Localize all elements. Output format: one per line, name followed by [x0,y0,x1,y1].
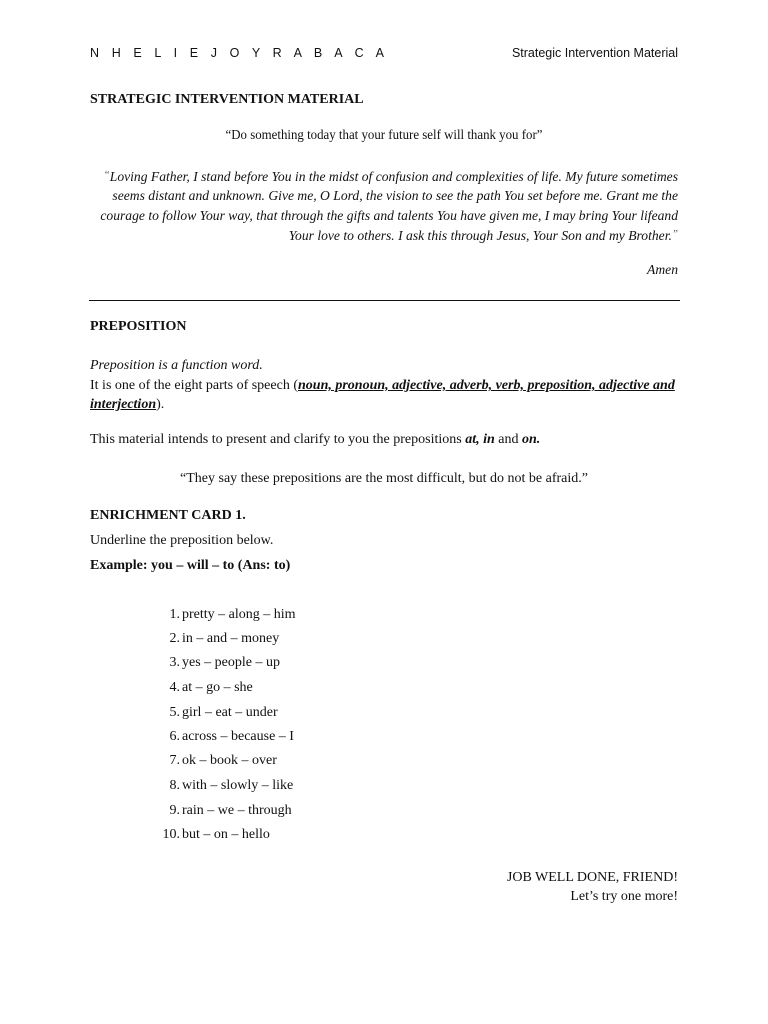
list-item-number: 10. [162,827,180,842]
list-item-text: ok – book – over [182,753,277,768]
intent-sentence [90,432,540,448]
preposition-heading: PREPOSITION [90,319,187,334]
list-item [150,753,277,769]
list-item-text: rain – we – through [182,803,292,818]
list-item-text: yes – people – up [182,655,280,670]
list-item-text: but – on – hello [182,827,270,842]
parts-suffix: ). [156,397,165,412]
list-item-number: 3. [169,655,180,670]
intent-prefix: This material intends to present and clarify to you the prepositions [90,432,466,447]
list-item-number: 4. [169,680,180,695]
prayer-open-quote: “ [103,169,110,181]
list-item [150,705,278,721]
header-title: Strategic Intervention Material [511,46,678,60]
list-item [150,680,253,696]
card-instruction: Underline the preposition below. [90,533,274,548]
intent-last-term: on. [522,432,541,447]
list-item-text: across – because – I [182,729,294,744]
list-item [150,655,280,671]
list-item-number: 8. [169,778,180,793]
list-item-text: pretty – along – him [182,607,296,622]
list-item-number: 1. [169,607,180,622]
list-item-number: 2. [169,631,180,646]
list-item-text: at – go – she [182,680,253,695]
list-item-text: with – slowly – like [182,778,294,793]
intent-terms: at, in [465,432,495,447]
list-item-text: girl – eat – under [182,705,278,720]
list-item [150,803,292,819]
list-item [150,607,296,623]
list-item-number: 7. [169,753,180,768]
prayer-paragraph [100,166,678,246]
closing-line-1: JOB WELL DONE, FRIEND! [506,870,678,885]
list-item [150,631,280,647]
motto-quote: “Do something today that your future self will thank you for” [225,128,543,143]
closing-line-2: Let’s try one more! [570,889,678,904]
prayer-close-quote: ” [671,228,678,241]
list-item-text: in – and – money [182,631,280,646]
card-example: Example: you – will – to (Ans: to) [90,558,291,573]
parts-of-speech-sentence [90,376,680,414]
preposition-definition: Preposition is a function word. [90,358,263,373]
list-item-number: 9. [169,803,180,818]
list-item [150,827,270,843]
prayer-amen: Amen [647,262,678,277]
section-divider [89,300,680,301]
intent-and: and [494,432,522,447]
encouragement-quote: “They say these prepositions are the most difficult, but do not be afraid.” [180,471,588,486]
prayer-text: Loving Father, I stand before You in the midst of confusion and complexities of life. My future sometimes seems distant and unknown. Give me, O Lord, the vision to see the path You set before me. Grant me the courage to follow Your way, that through the gifts and talents You have given me, I may bring Your lifeand Your love to others. I ask this through Jesus, Your Son and my Brother. [100,169,678,244]
enrichment-card-heading: ENRICHMENT CARD 1. [90,508,246,523]
list-item [150,778,294,794]
list-item-number: 5. [169,705,180,720]
list-item [150,729,294,745]
list-item-number: 6. [169,729,180,744]
document-title: STRATEGIC INTERVENTION MATERIAL [90,92,364,107]
parts-of-speech-list: noun, pronoun, adjective, adverb, verb, preposition, adjective and interjection [90,378,675,412]
header-author: N H E L I E J O Y R A B A C A [90,46,389,60]
parts-prefix: It is one of the eight parts of speech ( [90,378,298,393]
